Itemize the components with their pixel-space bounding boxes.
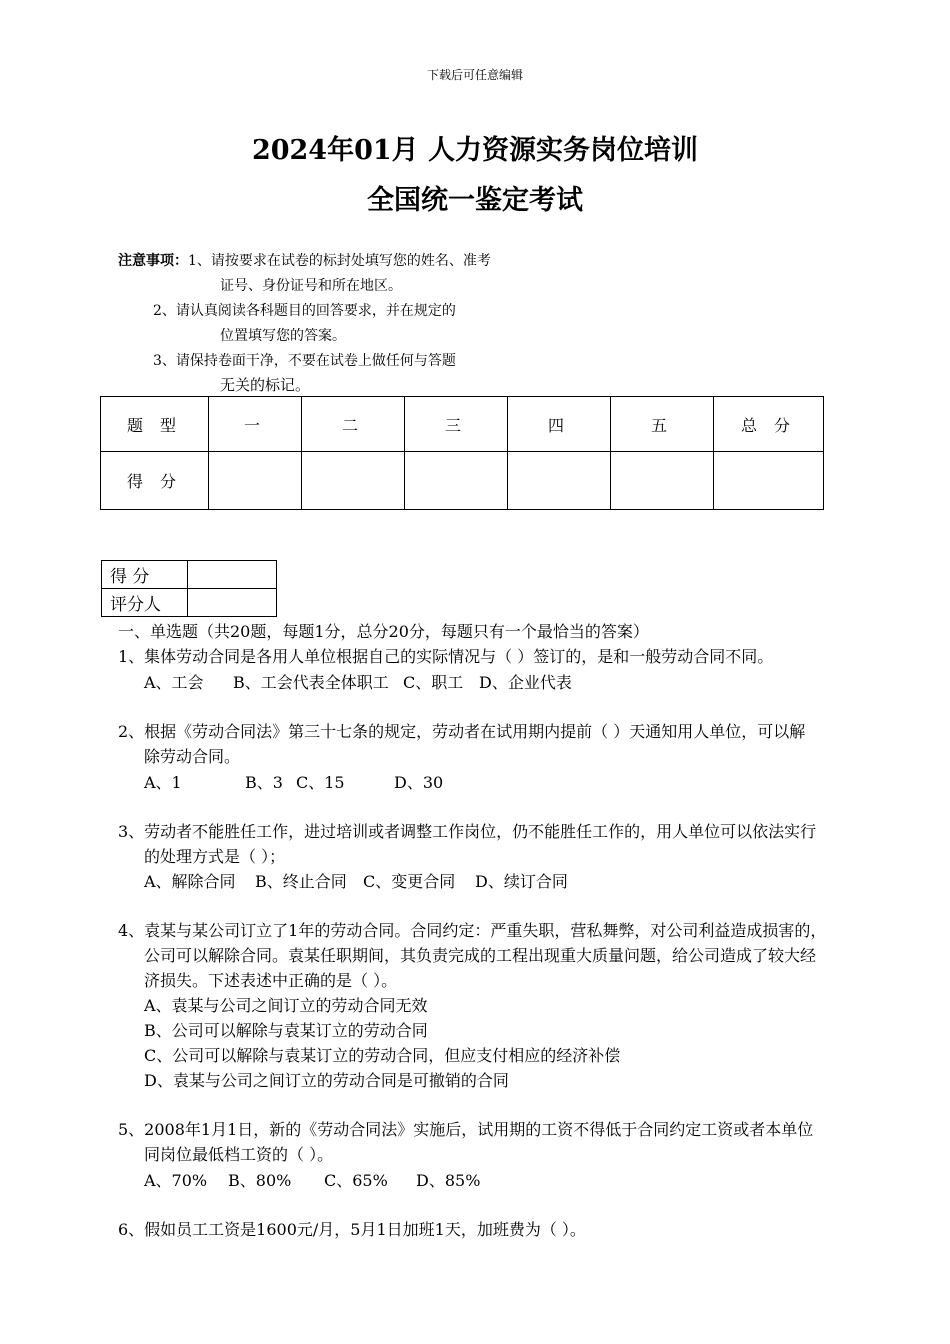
score-row-label: 得 分 xyxy=(101,452,209,510)
q1-option-a[interactable]: A、工会 xyxy=(144,673,204,692)
question-5-line-2: 同岗位最低档工资的（ ）。 xyxy=(144,1145,334,1164)
score-header-3: 三 xyxy=(405,397,508,452)
q2-option-d[interactable]: D、30 xyxy=(394,773,444,792)
score-table xyxy=(100,396,824,510)
question-1-line-1: 1、集体劳动合同是各用人单位根据自己的实际情况与（ ）签订的，是和一般劳动合同不同。 xyxy=(118,647,774,666)
q4-option-a[interactable]: A、袁某与公司之间订立的劳动合同无效 xyxy=(144,996,428,1015)
grader-score-label: 得 分 xyxy=(102,561,188,589)
page-subtitle: 全国统一鉴定考试 xyxy=(367,185,583,216)
notice-label: 注意事项： xyxy=(118,253,188,269)
q3-option-d[interactable]: D、续订合同 xyxy=(475,872,568,891)
notice-item-2-cont: 位置填写您的答案。 xyxy=(220,328,346,344)
q2-option-a[interactable]: A、1 xyxy=(144,773,182,792)
notice-item-3: 3、请保持卷面干净，不要在试卷上做任何与答题 xyxy=(153,353,456,369)
question-3-options xyxy=(144,869,568,892)
q1-option-d[interactable]: D、企业代表 xyxy=(479,673,572,692)
grader-score-cell[interactable] xyxy=(188,561,277,589)
grader-name-cell[interactable] xyxy=(188,589,277,617)
score-header-5: 五 xyxy=(611,397,714,452)
q5-option-b[interactable]: B、80% xyxy=(228,1171,292,1190)
question-3-line-1: 3、劳动者不能胜任工作，进过培训或者调整工作岗位，仍不能胜任工作的，用人单位可以依法实行 xyxy=(118,822,817,841)
question-1-options xyxy=(144,670,572,693)
score-header-4: 四 xyxy=(508,397,611,452)
q4-option-c[interactable]: C、公司可以解除与袁某订立的劳动合同，但应支付相应的经济补偿 xyxy=(144,1046,621,1065)
section-heading: 一、单选题（共20题，每题1分，总分20分，每题只有一个最恰当的答案） xyxy=(118,622,649,641)
q5-option-d[interactable]: D、85% xyxy=(416,1171,481,1190)
notice-item-2: 2、请认真阅读各科题目的回答要求，并在规定的 xyxy=(153,303,456,319)
q5-option-a[interactable]: A、70% xyxy=(144,1171,208,1190)
question-4-line-1: 4、袁某与某公司订立了1年的劳动合同。合同约定：严重失职，营私舞弊，对公司利益造成损害的， xyxy=(118,921,827,940)
score-table-header-row xyxy=(101,397,824,452)
question-4-line-3: 济损失。下述表述中正确的是（ ）。 xyxy=(144,971,398,990)
score-cell-1[interactable] xyxy=(209,452,302,510)
question-3-line-2: 的处理方式是（ ）； xyxy=(144,847,286,866)
score-header-2: 二 xyxy=(302,397,405,452)
q3-option-a[interactable]: A、解除合同 xyxy=(144,872,236,891)
notice-line-1 xyxy=(118,250,491,270)
notice-item-3-cont: 无关的标记。 xyxy=(220,376,311,394)
q4-option-b[interactable]: B、公司可以解除与袁某订立的劳动合同 xyxy=(144,1021,428,1040)
score-table-score-row xyxy=(101,452,824,510)
score-header-type: 题 型 xyxy=(101,397,209,452)
page-title: 2024年01月 人力资源实务岗位培训 xyxy=(251,135,699,166)
score-cell-5[interactable] xyxy=(611,452,714,510)
question-5-options xyxy=(144,1168,480,1191)
score-cell-4[interactable] xyxy=(508,452,611,510)
notice-item-1: 1、请按要求在试卷的标封处填写您的姓名、准考 xyxy=(188,253,491,269)
score-cell-total[interactable] xyxy=(714,452,824,510)
grader-score-row xyxy=(102,561,277,589)
q1-option-b[interactable]: B、工会代表全体职工 xyxy=(233,673,389,692)
q1-option-c[interactable]: C、职工 xyxy=(403,673,464,692)
score-header-1: 一 xyxy=(209,397,302,452)
question-2-line-2: 除劳动合同。 xyxy=(144,747,241,766)
score-header-total: 总 分 xyxy=(714,397,824,452)
score-cell-2[interactable] xyxy=(302,452,405,510)
q3-option-b[interactable]: B、终止合同 xyxy=(255,872,347,891)
q5-option-c[interactable]: C、65% xyxy=(324,1171,388,1190)
q2-option-b[interactable]: B、3 xyxy=(245,773,283,792)
q4-option-d[interactable]: D、袁某与公司之间订立的劳动合同是可撤销的合同 xyxy=(144,1071,509,1090)
notice-item-1-cont: 证号、身份证号和所在地区。 xyxy=(220,278,402,294)
score-cell-3[interactable] xyxy=(405,452,508,510)
question-6-line-1: 6、假如员工工资是1600元/月，5月1日加班1天，加班费为（ ）。 xyxy=(118,1220,586,1239)
question-2-line-1: 2、根据《劳动合同法》第三十七条的规定，劳动者在试用期内提前（ ）天通知用人单位，可以解 xyxy=(118,722,806,741)
grader-table xyxy=(101,560,277,617)
q2-option-c[interactable]: C、15 xyxy=(296,773,345,792)
question-5-line-1: 5、2008年1月1日，新的《劳动合同法》实施后，试用期的工资不得低于合同约定工资或者本单位 xyxy=(118,1120,814,1139)
grader-name-row xyxy=(102,589,277,617)
q3-option-c[interactable]: C、变更合同 xyxy=(363,872,456,891)
question-2-options xyxy=(144,770,443,793)
header-note: 下载后可任意编辑 xyxy=(426,68,523,82)
grader-name-label: 评分人 xyxy=(102,589,188,617)
question-4-line-2: 公司可以解除合同。袁某任职期间，其负责完成的工程出现重大质量问题，给公司造成了较大经 xyxy=(144,946,817,965)
